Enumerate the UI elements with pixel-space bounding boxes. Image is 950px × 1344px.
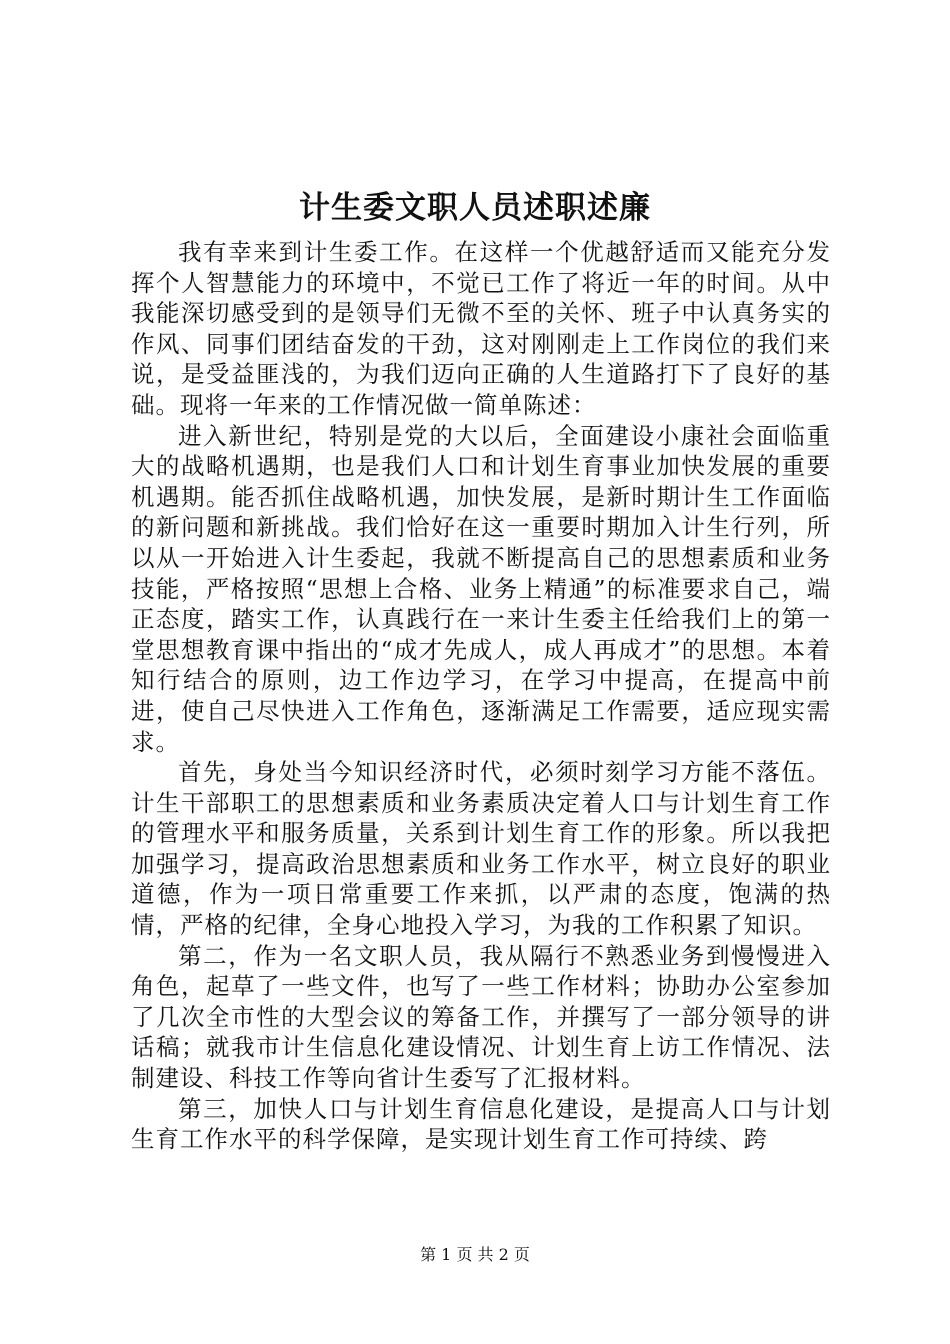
document-body	[131, 237, 831, 1155]
paragraph-third: 第三，加快人口与计划生育信息化建设，是提高人口与计划生育工作水平的科学保障，是实现计划生育工作可持续、跨	[131, 1094, 831, 1154]
paragraph-first: 首先，身处当今知识经济时代，必须时刻学习方能不落伍。计生干部职工的思想素质和业务素质决定着人口与计划生育工作的管理水平和服务质量，关系到计划生育工作的形象。所以我把加强学习，提高政治思想素质和业务工作水平，树立良好的职业道德，作为一项日常重要工作来抓，以严肃的态度，饱满的热情，严格的纪律，全身心地投入学习，为我的工作积累了知识。	[131, 758, 831, 940]
paragraph-intro: 我有幸来到计生委工作。在这样一个优越舒适而又能充分发挥个人智慧能力的环境中，不觉已工作了将近一年的时间。从中我能深切感受到的是领导们无微不至的关怀、班子中认真务实的作风、同事们团结奋发的干劲，这对刚刚走上工作岗位的我们来说，是受益匪浅的，为我们迈向正确的人生道路打下了良好的基础。现将一年来的工作情况做一简单陈述：	[131, 238, 831, 419]
document-title: 计生委文职人员述职述廉	[299, 190, 651, 226]
page-number-footer: 第 1 页 共 2 页	[420, 1245, 530, 1264]
paragraph-new-century: 进入新世纪，特别是党的大以后，全面建设小康社会面临重大的战略机遇期，也是我们人口和计划生育事业加快发展的重要机遇期。能否抓住战略机遇，加快发展，是新时期计生工作面临的新问题和新挑战。我们恰好在这一重要时期加入计生行列，所以从一开始进入计生委起，我就不断提高自己的思想素质和业务技能，严格按照“思想上合格、业务上精通”的标准要求自己，端正态度，踏实工作，认真践行在一来计生委主任给我们上的第一堂思想教育课中指出的“成才先成人，成人再成才”的思想。本着知行结合的原则，边工作边学习，在学习中提高，在提高中前进，使自己尽快进入工作角色，逐渐满足工作需要，适应现实需求。	[131, 421, 831, 756]
paragraph-second: 第二，作为一名文职人员，我从隔行不熟悉业务到慢慢进入角色，起草了一些文件，也写了一些工作材料；协助办公室参加了几次全市性的大型会议的筹备工作，并撰写了一部分领导的讲话稿；就我市计生信息化建设情况、计划生育上访工作情况、法制建设、科技工作等向省计生委写了汇报材料。	[131, 941, 831, 1093]
